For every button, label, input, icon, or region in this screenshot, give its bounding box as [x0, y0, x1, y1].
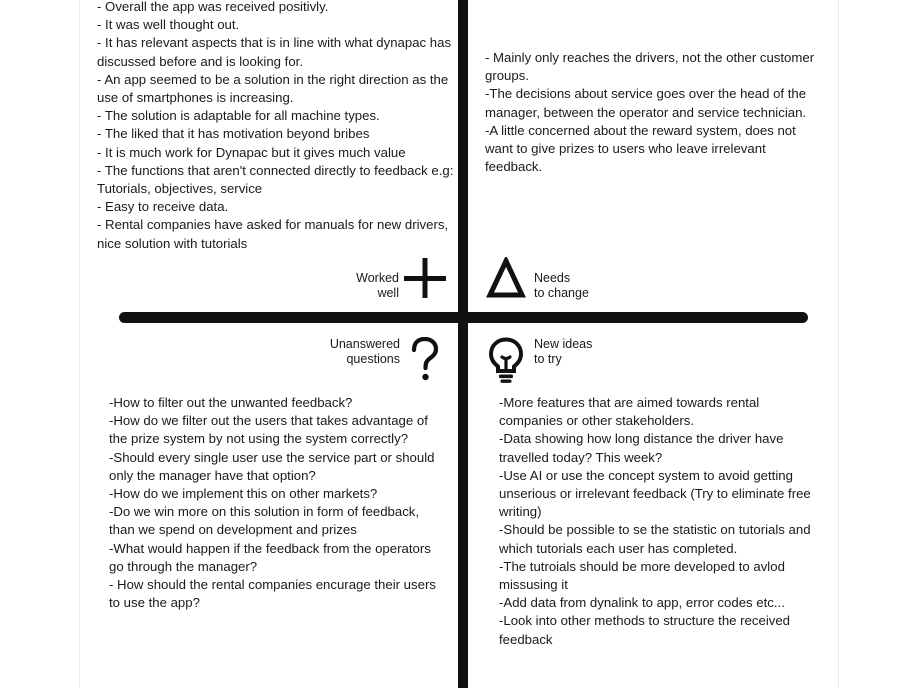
list-item: -More features that are aimed towards rental companies or other stakeholders. [499, 395, 760, 429]
list-item: - An app seemed to be a solution in the right direction as the use of smartphones is increasing. [97, 71, 449, 106]
list-item: -How to filter out the unwanted feedback? [109, 395, 353, 410]
frame-edge-right [838, 0, 839, 688]
worked-well-label [356, 271, 399, 300]
unanswered-questions-label-line-2: questions [346, 351, 400, 366]
plus-icon [404, 258, 446, 298]
list-item: -Use AI or use the concept system to avoid getting unserious or irrelevant feedback (Try to eliminate free writing) [499, 467, 811, 520]
list-item: - It was well thought out. [97, 17, 240, 33]
list-item: -Should be possible to se the statistic on tutorials and which tutorials each user has completed. [499, 522, 811, 556]
needs-to-change-label-line-2: to change [534, 285, 589, 300]
new-ideas-list [499, 394, 819, 649]
needs-to-change-label-line-1: Needs [534, 271, 571, 285]
vertical-axis-line [458, 0, 468, 688]
list-item: -Should every single user use the service part or should only the manager have that option? [109, 449, 435, 483]
horizontal-axis-line [119, 312, 808, 323]
list-item: -How do we implement this on other markets? [109, 486, 378, 502]
triangle-delta-icon [486, 257, 526, 299]
unanswered-questions-list [109, 394, 439, 612]
list-item: -Add data from dynalink to app, error codes etc... [499, 595, 785, 611]
needs-to-change-label [534, 271, 589, 300]
new-ideas-label [534, 337, 592, 366]
list-item: - Mainly only reaches the drivers, not the other customer groups. [485, 50, 815, 84]
question-mark-icon [409, 337, 441, 383]
list-item: - How should the rental companies encurage their users to use the app? [109, 577, 436, 611]
worked-well-list [97, 0, 459, 253]
list-item: -How do we filter out the users that takes advantage of the prize system by not using the system correctly? [109, 413, 428, 447]
worked-well-label-line-1: Worked [356, 271, 399, 285]
new-ideas-label-line-2: to try [534, 351, 562, 366]
frame-edge-left [79, 0, 80, 688]
new-ideas-label-line-1: New ideas [534, 337, 593, 351]
list-item: -A little concerned about the reward system, does not want to give prizes to users who leave irrelevant feedback. [485, 122, 796, 175]
list-item: - The liked that it has motivation beyond bribes [97, 126, 370, 142]
list-item: - The solution is adaptable for all machine types. [97, 108, 380, 124]
unanswered-questions-label-line-1: Unanswered [329, 337, 400, 351]
list-item: -Look into other methods to structure the received feedback [499, 613, 791, 647]
worked-well-label-line-2: well [377, 285, 399, 300]
list-item: - The functions that aren't connected directly to feedback e.g: Tutorials, objectives, service [97, 162, 454, 197]
list-item: -The tutroials should be more developed to avlod missusing it [499, 558, 785, 593]
list-item: - It has relevant aspects that is in line with what dynapac has discussed before and is looking for. [97, 35, 452, 69]
list-item: -Do we win more on this solution in form of feedback, than we spend on development and prizes [109, 504, 420, 538]
unanswered-questions-label [330, 337, 400, 366]
needs-to-change-list [485, 49, 815, 176]
list-item: - Easy to receive data. [97, 199, 229, 215]
list-item: -What would happen if the feedback from the operators go through the manager? [109, 540, 431, 574]
list-item: - Rental companies have asked for manuals for new drivers, nice solution with tutorials [97, 217, 449, 251]
list-item: -Data showing how long distance the driver have travelled today? This week? [499, 431, 784, 465]
lightbulb-icon [488, 337, 524, 385]
list-item: -The decisions about service goes over the head of the manager, between the operator and service technician. [485, 86, 807, 120]
list-item: - It is much work for Dynapac but it gives much value [97, 144, 406, 160]
list-item: - Overall the app was received positivly. [97, 0, 329, 14]
